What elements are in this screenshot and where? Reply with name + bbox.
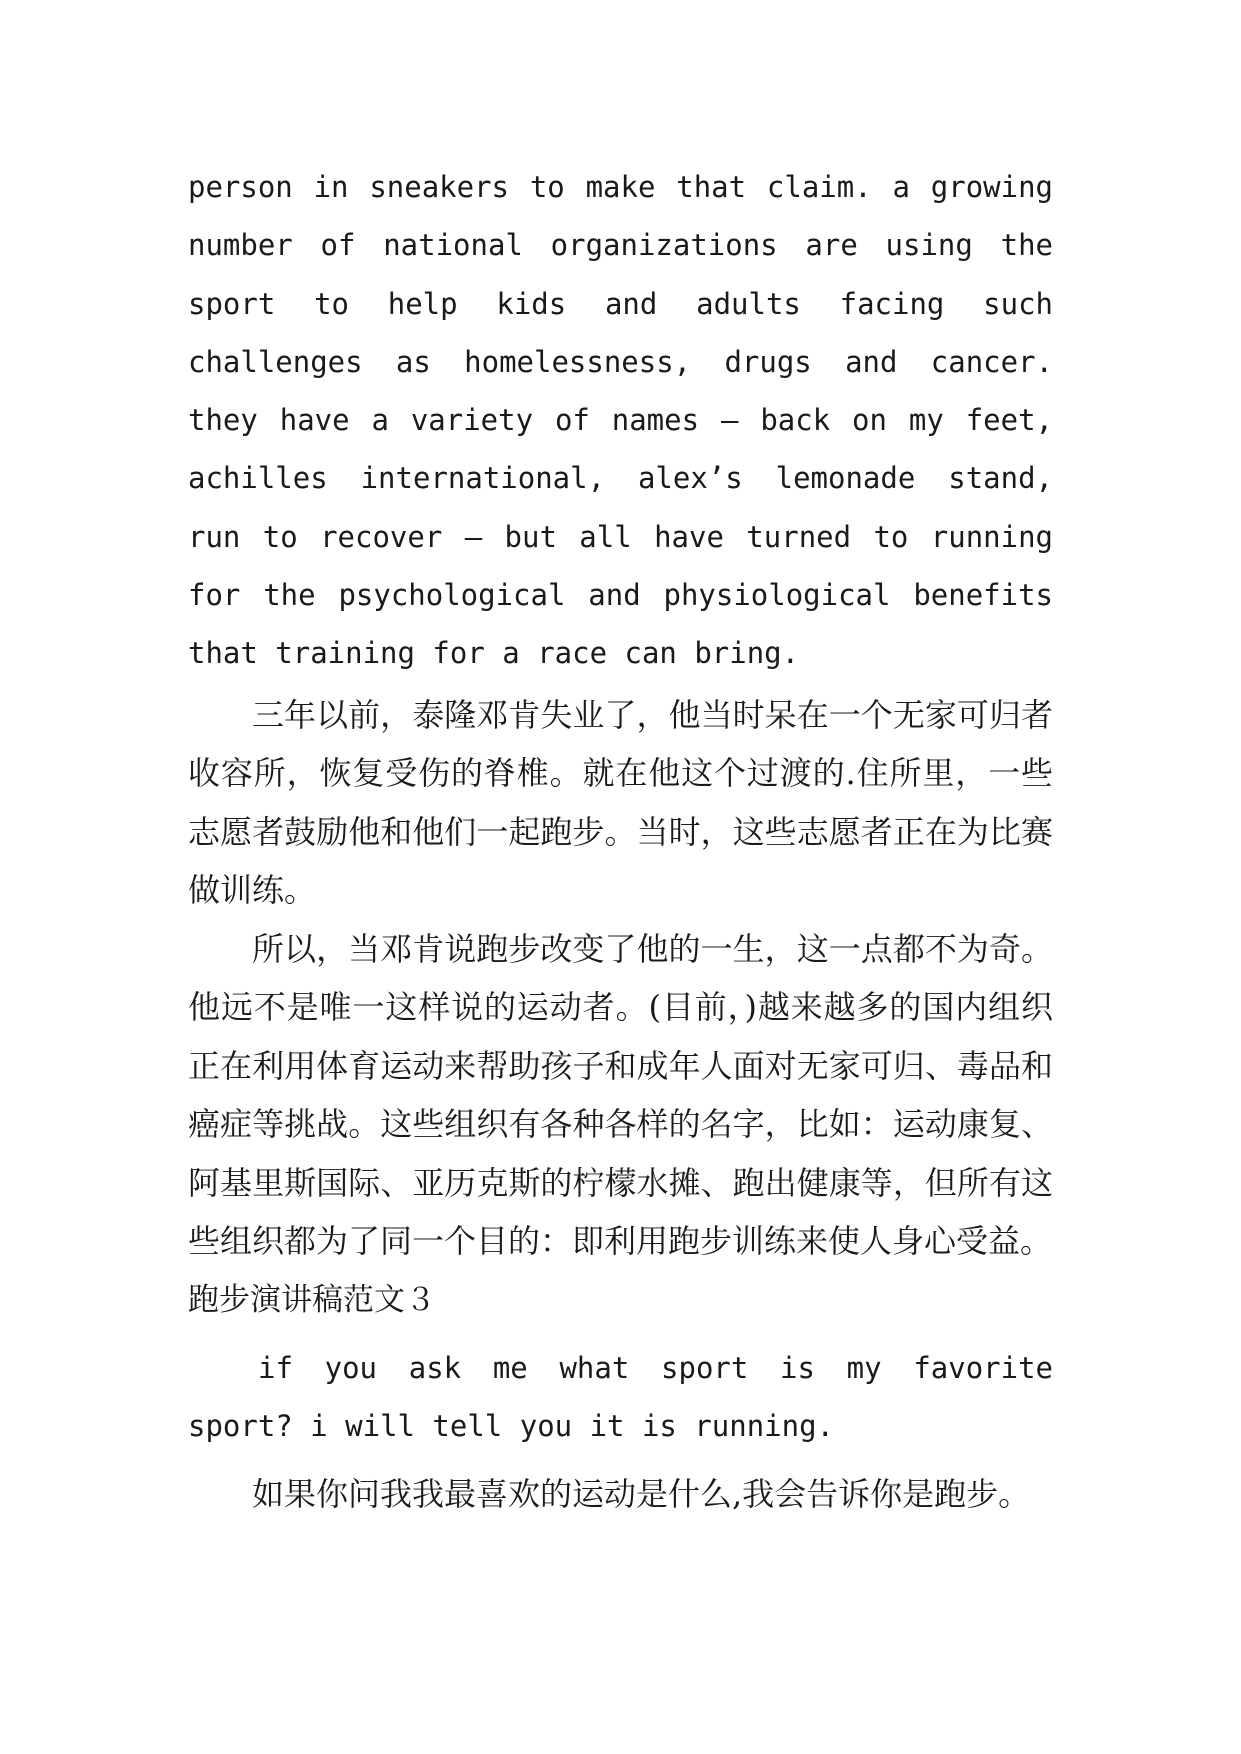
chinese-paragraph-duncan: 三年以前，泰隆邓肯失业了，他当时呆在一个无家可归者收容所，恢复受伤的脊椎。就在他这个过渡的.住所里，一些志愿者鼓励他和他们一起跑步。当时，这些志愿者正在为比赛做训练。 <box>188 695 1053 910</box>
english-paragraph-favorite-sport: if you ask me what sport is my favorite sport? i will tell you it is running. <box>188 1350 1053 1443</box>
document-body <box>188 158 1053 1524</box>
section-heading: 跑步演讲稿范文３ <box>188 1281 436 1318</box>
english-paragraph-organizations: person in sneakers to make that claim. a growing number of national organizations are using the sport to help kids and adults facing such challenges as homelessness, drugs and cancer. they have a variety of names — back on my feet, achilles international, alex’s lemonade stand, run to recover — but all have turned to running for the psychological and physiological benefits that training for a race can bring. <box>188 170 1053 671</box>
chinese-paragraph-favorite-sport: 如果你问我我最喜欢的运动是什么,我会告诉你是跑步。 <box>252 1475 1031 1514</box>
chinese-paragraph-organizations: 所以，当邓肯说跑步改变了他的一生，这一点都不为奇。他远不是唯一这样说的运动者。(目前，)越来越多的国内组织正在利用体育运动来帮助孩子和成年人面对无家可归、毒品和癌症等挑战。这些组织有各种各样的名字，比如：运动康复、阿基里斯国际、亚历克斯的柠檬水摊、跑出健康等，但所有这些组织都为了同一个目的：即利用跑步训练来使人身心受益。 <box>188 929 1053 1261</box>
